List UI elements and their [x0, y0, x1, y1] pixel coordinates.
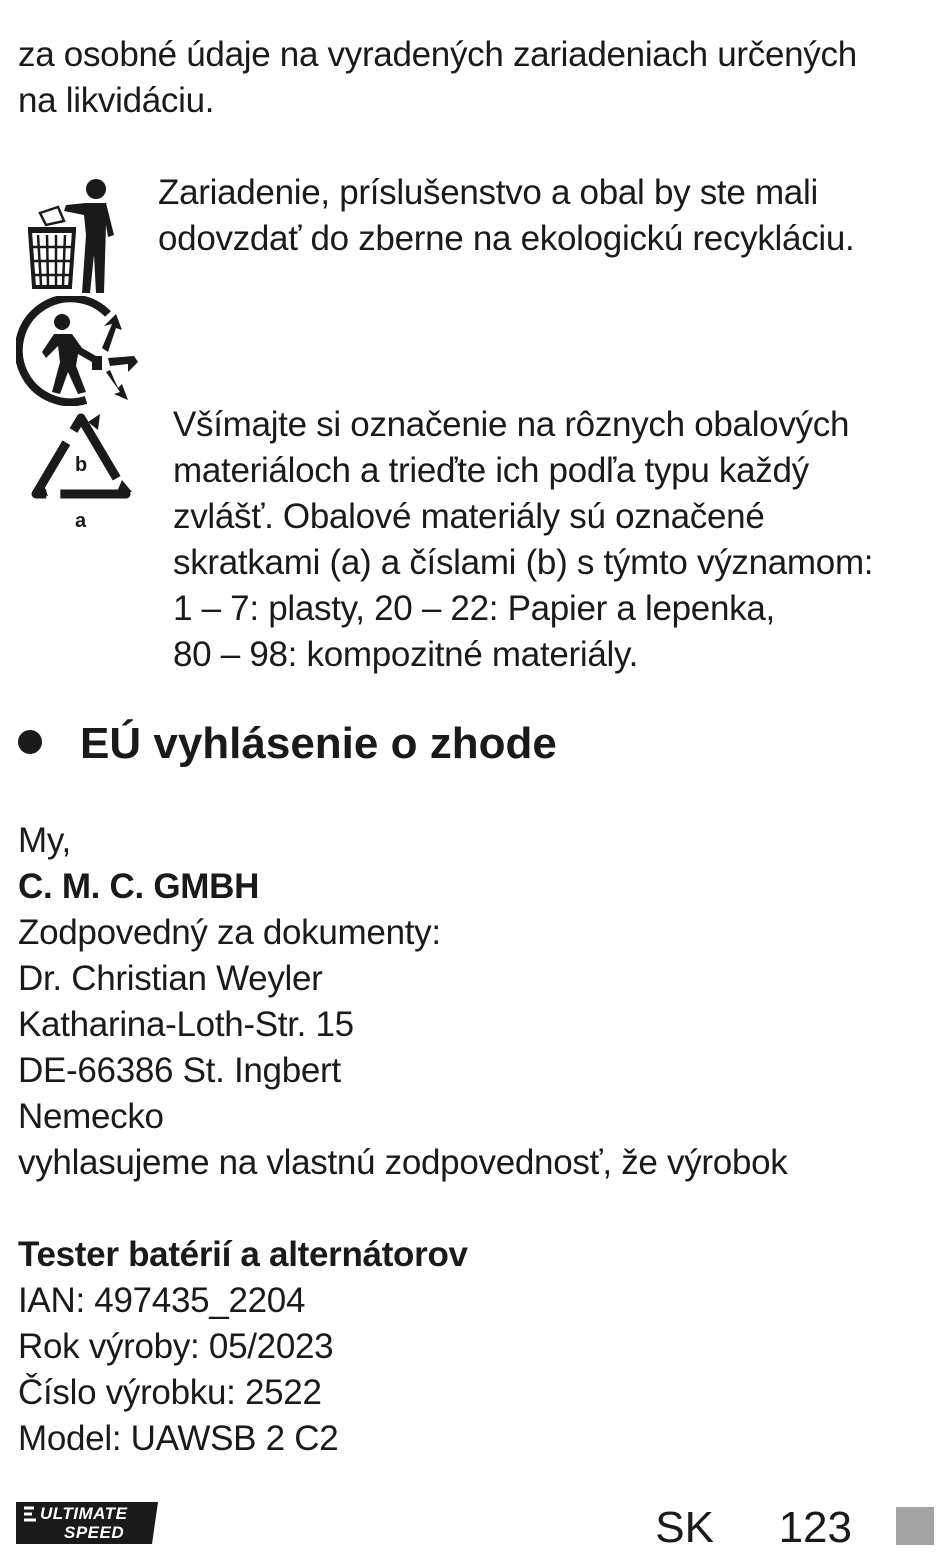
brand-logo-line1: ULTIMATE — [40, 1504, 128, 1523]
brand-logo-line2: SPEED — [64, 1523, 125, 1542]
packaging-line: skratkami (a) a číslami (b) s týmto významom: — [173, 543, 874, 582]
bullet-icon — [18, 730, 42, 754]
product-name: Tester batérií a alternátorov — [18, 1235, 468, 1274]
product-ian: IAN: 497435_2204 — [18, 1281, 306, 1320]
section-heading — [18, 715, 918, 773]
declaration-block — [18, 818, 933, 1186]
declaration-line: vyhlasujeme na vlastnú zodpovednosť, že výrobok — [18, 1143, 788, 1182]
disposal-line: Zariadenie, príslušenstvo a obal by ste mali — [158, 173, 818, 212]
declaration-line: Katharina-Loth-Str. 15 — [18, 1005, 354, 1044]
packaging-paragraph — [173, 402, 933, 678]
brand-logo — [16, 1500, 158, 1546]
waste-bin-disposal-icon — [24, 175, 126, 293]
declaration-line: Dr. Christian Weyler — [18, 959, 323, 998]
footer-marker-square — [896, 1507, 934, 1545]
product-item-number: Číslo výrobku: 2522 — [18, 1373, 322, 1412]
packaging-line: Všímajte si označenie na rôznych obalových — [173, 405, 850, 444]
tidyman-recycle-icon — [16, 296, 138, 406]
product-year: Rok výroby: 05/2023 — [18, 1327, 334, 1366]
product-model: Model: UAWSB 2 C2 — [18, 1419, 339, 1458]
footer-language-code: SK — [655, 1503, 714, 1552]
intro-paragraph — [18, 32, 933, 124]
packaging-line: 80 – 98: kompozitné materiály. — [173, 635, 639, 674]
declaration-line: DE-66386 St. Ingbert — [18, 1051, 341, 1090]
section-heading-text: EÚ vyhlásenie o zhode — [80, 719, 557, 768]
packaging-line: materiáloch a trieďte ich podľa typu každý — [173, 451, 809, 490]
disposal-paragraph — [158, 170, 928, 262]
company-name: C. M. C. GMBH — [18, 867, 260, 906]
declaration-line: My, — [18, 821, 71, 860]
footer-page-number: 123 — [778, 1503, 852, 1552]
packaging-line: zvlášť. Obalové materiály sú označené — [173, 497, 765, 536]
declaration-line: Nemecko — [18, 1097, 164, 1136]
product-block — [18, 1232, 933, 1462]
recycle-code-b-label: b — [75, 454, 88, 476]
intro-line: na likvidáciu. — [18, 81, 215, 120]
packaging-line: 1 – 7: plasty, 20 – 22: Papier a lepenka, — [173, 589, 775, 628]
disposal-line: odovzdať do zberne na ekologickú recykláciu. — [158, 219, 855, 258]
intro-line: za osobné údaje na vyradených zariadeniach určených — [18, 35, 857, 74]
declaration-line: Zodpovedný za dokumenty: — [18, 913, 441, 952]
recycle-code-a-label: a — [75, 510, 87, 532]
recycling-code-icon — [28, 410, 134, 540]
